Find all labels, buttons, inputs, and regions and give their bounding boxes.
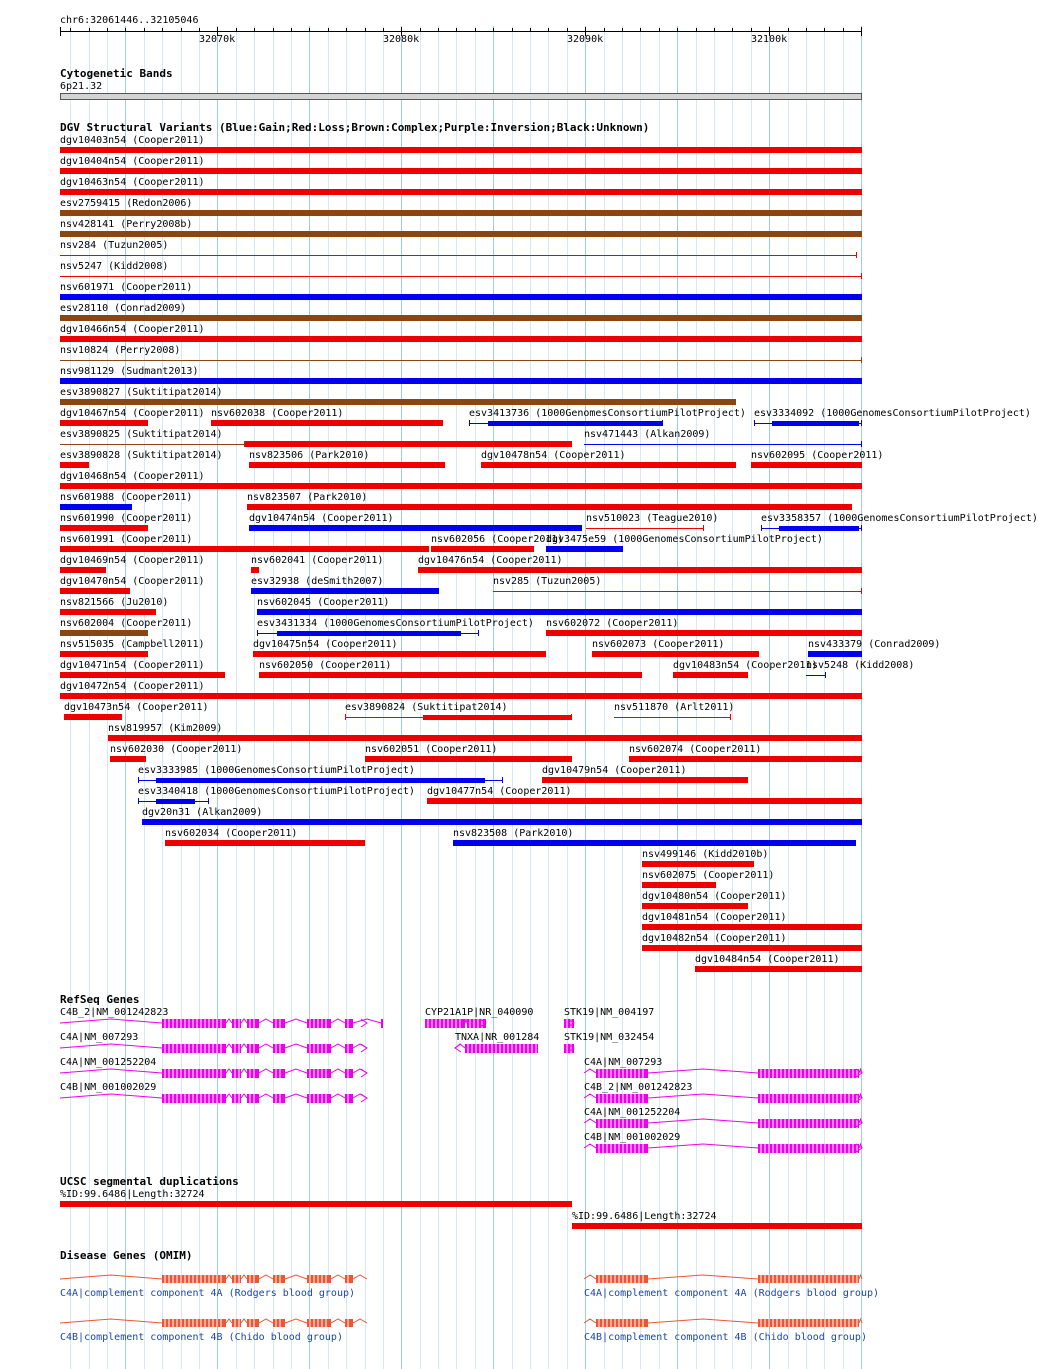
refseq-gene-strand-arrow — [361, 1019, 367, 1027]
sv-bar[interactable] — [673, 672, 748, 678]
sv-label: nsv601988 (Cooper2011) — [60, 492, 193, 503]
omim-gene-label[interactable]: C4A|complement component 4A (Rodgers blood group) — [584, 1288, 880, 1299]
sv-line[interactable] — [60, 360, 862, 361]
sv-bar[interactable] — [60, 588, 130, 594]
sv-bar[interactable] — [60, 504, 132, 510]
sv-bar[interactable] — [808, 651, 862, 657]
refseq-gene-label: C4B|NM_001002029 — [60, 1082, 157, 1093]
sv-label: dgv10482n54 (Cooper2011) — [642, 933, 787, 944]
sv-label: nsv10824 (Perry2008) — [60, 345, 181, 356]
ruler-minor-tick — [732, 28, 733, 32]
sv-label: esv32938 (deSmith2007) — [251, 576, 384, 587]
refseq-gene-label: TNXA|NR_001284 — [455, 1032, 540, 1043]
sv-label: nsv602056 (Cooper2011) — [431, 534, 564, 545]
segdup-bar[interactable] — [60, 1201, 572, 1207]
ruler-minor-tick — [162, 28, 163, 32]
omim-gene-exon — [247, 1319, 259, 1327]
sv-bar[interactable] — [60, 546, 429, 552]
ruler-minor-tick — [622, 28, 623, 32]
sv-cap — [754, 420, 755, 426]
sv-label: esv3890827 (Suktitipat2014) — [60, 387, 223, 398]
ruler-minor-tick — [291, 28, 292, 32]
ruler-minor-tick — [843, 28, 844, 32]
sv-label: nsv601990 (Cooper2011) — [60, 513, 193, 524]
sv-cap — [730, 714, 731, 720]
sv-bar[interactable] — [695, 966, 862, 972]
refseq-gene-label: C4A|NM_007293 — [584, 1057, 663, 1068]
sv-label: nsv602004 (Cooper2011) — [60, 618, 193, 629]
ruler-label: chr6:32061446..32105046 — [60, 15, 199, 26]
ruler-tick-label: 32090k — [567, 34, 604, 45]
sv-bar[interactable] — [211, 420, 443, 426]
sv-bar[interactable] — [60, 336, 862, 342]
sv-bar[interactable] — [427, 798, 862, 804]
ruler-minor-tick — [199, 28, 200, 32]
sv-sub-bar[interactable] — [423, 715, 572, 720]
refseq-gene-label: STK19|NM_032454 — [564, 1032, 655, 1043]
sv-label: dgv10467n54 (Cooper2011) — [60, 408, 205, 419]
sv-label: nsv510023 (Teague2010) — [586, 513, 719, 524]
sv-label: nsv602072 (Cooper2011) — [546, 618, 679, 629]
sv-label: nsv428141 (Perry2008b) — [60, 219, 193, 230]
sv-label: nsv602095 (Cooper2011) — [751, 450, 884, 461]
ruler-minor-tick — [512, 28, 513, 32]
sv-cap — [861, 273, 862, 279]
sv-cap — [502, 777, 503, 783]
ruler-tick-label: 32080k — [383, 34, 420, 45]
omim-gene-exon — [273, 1275, 285, 1283]
sv-bar[interactable] — [251, 588, 439, 594]
sv-bar[interactable] — [542, 777, 748, 783]
refseq-gene-exon — [273, 1094, 285, 1103]
refseq-gene-exon — [467, 1019, 486, 1028]
ruler-minor-tick — [273, 28, 274, 32]
ruler-minor-tick — [751, 28, 752, 32]
sv-line[interactable] — [60, 444, 245, 445]
refseq-gene-exon — [564, 1044, 574, 1053]
sv-label: dgv10463n54 (Cooper2011) — [60, 177, 205, 188]
ruler-minor-tick — [493, 28, 494, 32]
sv-bar[interactable] — [60, 294, 862, 300]
track-title-dgv[interactable]: DGV Structural Variants (Blue:Gain;Red:Loss;Brown:Complex;Purple:Inversion;Black:Unknown) — [60, 121, 650, 134]
sv-sub-bar[interactable] — [772, 421, 859, 426]
sv-label: nsv981129 (Sudmant2013) — [60, 366, 199, 377]
sv-cap — [345, 714, 346, 720]
refseq-gene-intron — [60, 1019, 381, 1023]
refseq-gene-exon — [425, 1019, 465, 1028]
sv-bar[interactable] — [247, 504, 852, 510]
sv-bar[interactable] — [481, 462, 736, 468]
cytoband-bar[interactable] — [60, 93, 862, 100]
sv-label: dgv10477n54 (Cooper2011) — [427, 786, 572, 797]
sv-bar[interactable] — [142, 819, 862, 825]
sv-cap — [825, 672, 826, 678]
sv-cap — [703, 525, 704, 531]
refseq-gene-strand-arrow — [568, 1044, 574, 1052]
refseq-gene-intron — [584, 1144, 862, 1148]
sv-bar[interactable] — [546, 546, 623, 552]
sv-label: dgv3475e59 (1000GenomesConsortiumPilotProject) — [546, 534, 823, 545]
sv-bar[interactable] — [60, 567, 106, 573]
ruler-minor-tick — [254, 28, 255, 32]
sv-bar[interactable] — [249, 462, 445, 468]
sv-bar[interactable] — [245, 441, 572, 447]
sv-label: nsv515035 (Campbell2011) — [60, 639, 205, 650]
omim-gene-label[interactable]: C4B|complement component 4B (Chido blood group) — [60, 1332, 343, 1343]
sv-label: esv3334092 (1000GenomesConsortiumPilotProject) — [754, 408, 1031, 419]
sv-label: dgv10475n54 (Cooper2011) — [253, 639, 398, 650]
sv-bar[interactable] — [60, 210, 862, 216]
ruler-minor-tick — [824, 28, 825, 32]
sv-label: nsv823506 (Park2010) — [249, 450, 370, 461]
refseq-gene-strand-arrow — [480, 1019, 486, 1027]
ruler-minor-tick — [420, 28, 421, 32]
sv-cap — [761, 525, 762, 531]
sv-label: dgv10468n54 (Cooper2011) — [60, 471, 205, 482]
ruler-minor-tick — [144, 28, 145, 32]
refseq-gene-strand-arrow — [361, 1069, 367, 1077]
sv-label: nsv823507 (Park2010) — [247, 492, 368, 503]
omim-gene-intron — [584, 1275, 862, 1279]
refseq-gene-exon — [273, 1019, 285, 1028]
ruler-minor-tick — [438, 28, 439, 32]
refseq-gene-exon — [564, 1019, 574, 1028]
sv-label: dgv10478n54 (Cooper2011) — [481, 450, 626, 461]
sv-cap — [257, 630, 258, 636]
refseq-gene-intron — [584, 1094, 862, 1098]
sv-label: dgv10466n54 (Cooper2011) — [60, 324, 205, 335]
sv-bar[interactable] — [108, 735, 862, 741]
sv-bar[interactable] — [629, 756, 862, 762]
sv-label: nsv602075 (Cooper2011) — [642, 870, 775, 881]
sv-line[interactable] — [586, 528, 704, 529]
sv-line[interactable] — [806, 675, 826, 676]
sv-line[interactable] — [614, 717, 731, 718]
sv-bar[interactable] — [60, 609, 156, 615]
refseq-gene-label: CYP21A1P|NR_040090 — [425, 1007, 534, 1018]
sv-label: dgv20n31 (Alkan2009) — [142, 807, 263, 818]
sv-bar[interactable] — [60, 525, 148, 531]
sv-label: nsv602034 (Cooper2011) — [165, 828, 298, 839]
ruler-minor-tick — [181, 28, 182, 32]
sv-bar[interactable] — [259, 672, 642, 678]
sv-label: nsv284 (Tuzun2005) — [60, 240, 169, 251]
ruler-minor-tick — [107, 28, 108, 32]
ruler-end-tick — [861, 27, 862, 36]
refseq-gene-exon — [273, 1044, 285, 1053]
sv-cap — [861, 420, 862, 426]
track-title-omim[interactable]: Disease Genes (OMIM) — [60, 1249, 193, 1262]
sv-bar[interactable] — [751, 462, 862, 468]
ruler-minor-tick — [328, 28, 329, 32]
sv-label: dgv10471n54 (Cooper2011) — [60, 660, 205, 671]
sv-label: esv3340418 (1000GenomesConsortiumPilotProject) — [138, 786, 415, 797]
sv-bar[interactable] — [642, 945, 862, 951]
sv-bar[interactable] — [60, 378, 862, 384]
sv-label: dgv10484n54 (Cooper2011) — [695, 954, 840, 965]
sv-label: nsv602074 (Cooper2011) — [629, 744, 762, 755]
refseq-gene-strand-arrow — [361, 1094, 367, 1102]
sv-label: dgv10474n54 (Cooper2011) — [249, 513, 394, 524]
sv-bar[interactable] — [642, 882, 716, 888]
omim-gene-label[interactable]: C4B|complement component 4B (Chido blood group) — [584, 1332, 867, 1343]
sv-label: nsv5248 (Kidd2008) — [806, 660, 915, 671]
refseq-gene-label: C4B_2|NM_001242823 — [60, 1007, 169, 1018]
sv-bar[interactable] — [60, 693, 862, 699]
sv-bar[interactable] — [453, 840, 856, 846]
refseq-gene-label: C4A|NM_007293 — [60, 1032, 139, 1043]
ruler-minor-tick — [125, 28, 126, 32]
segdup-label: %ID:99.6486|Length:32724 — [60, 1189, 205, 1200]
refseq-gene-label: C4A|NM_001252204 — [60, 1057, 157, 1068]
sv-bar[interactable] — [642, 861, 754, 867]
ruler-minor-tick — [365, 28, 366, 32]
sv-sub-bar[interactable] — [488, 421, 663, 426]
track-title-segdups[interactable]: UCSC segmental duplications — [60, 1175, 239, 1188]
sv-bar[interactable] — [257, 609, 862, 615]
sv-label: dgv10481n54 (Cooper2011) — [642, 912, 787, 923]
sv-bar[interactable] — [60, 231, 862, 237]
sv-label: dgv10473n54 (Cooper2011) — [64, 702, 209, 713]
sv-label: dgv10469n54 (Cooper2011) — [60, 555, 205, 566]
sv-bar[interactable] — [60, 672, 225, 678]
sv-bar[interactable] — [165, 840, 365, 846]
sv-bar[interactable] — [60, 147, 862, 153]
segdup-label: %ID:99.6486|Length:32724 — [572, 1211, 717, 1222]
sv-label: nsv602041 (Cooper2011) — [251, 555, 384, 566]
sv-sub-bar[interactable] — [779, 526, 859, 531]
sv-bar[interactable] — [60, 168, 862, 174]
omim-gene-exon — [247, 1275, 259, 1283]
sv-label: dgv10476n54 (Cooper2011) — [418, 555, 563, 566]
ruler-minor-tick — [640, 28, 641, 32]
sv-label: nsv602050 (Cooper2011) — [259, 660, 392, 671]
refseq-gene-label: STK19|NM_004197 — [564, 1007, 655, 1018]
refseq-gene-intron — [584, 1069, 862, 1073]
sv-bar[interactable] — [642, 924, 862, 930]
sv-line[interactable] — [584, 444, 862, 445]
sv-bar[interactable] — [110, 756, 146, 762]
ruler-minor-tick — [788, 28, 789, 32]
ruler-minor-tick — [677, 28, 678, 32]
omim-gene-intron — [584, 1319, 862, 1323]
refseq-gene-intron — [465, 1019, 467, 1023]
sv-cap — [138, 798, 139, 804]
refseq-gene-label: C4B_2|NM_001242823 — [584, 1082, 693, 1093]
sv-cap — [861, 357, 862, 363]
refseq-gene-label: C4B|NM_001002029 — [584, 1132, 681, 1143]
ruler-minor-tick — [567, 28, 568, 32]
refseq-gene-label: C4A|NM_001252204 — [584, 1107, 681, 1118]
ruler-minor-tick — [696, 28, 697, 32]
sv-sub-bar[interactable] — [156, 778, 485, 783]
sv-bar[interactable] — [251, 567, 259, 573]
sv-label: nsv601991 (Cooper2011) — [60, 534, 193, 545]
sv-cap — [856, 252, 857, 258]
sv-label: esv3333985 (1000GenomesConsortiumPilotProject) — [138, 765, 415, 776]
sv-label: nsv602073 (Cooper2011) — [592, 639, 725, 650]
refseq-gene-strand-arrow — [568, 1019, 574, 1027]
sv-label: dgv10479n54 (Cooper2011) — [542, 765, 687, 776]
sv-bar[interactable] — [60, 420, 148, 426]
sv-bar[interactable] — [249, 525, 582, 531]
sv-sub-bar[interactable] — [156, 799, 195, 804]
sv-label: esv3890825 (Suktitipat2014) — [60, 429, 223, 440]
ruler-minor-tick — [806, 28, 807, 32]
track-title-cytoband[interactable]: Cytogenetic Bands — [60, 67, 173, 80]
sv-line[interactable] — [493, 591, 862, 592]
sv-bar[interactable] — [60, 651, 148, 657]
ruler-minor-tick — [89, 28, 90, 32]
ruler-minor-tick — [548, 28, 549, 32]
sv-cap — [861, 525, 862, 531]
sv-label: nsv821566 (Ju2010) — [60, 597, 169, 608]
sv-label: nsv499146 (Kidd2010b) — [642, 849, 769, 860]
omim-gene-exon — [273, 1319, 285, 1327]
sv-bar[interactable] — [642, 903, 748, 909]
sv-cap — [861, 441, 862, 447]
sv-cap — [208, 798, 209, 804]
ruler-minor-tick — [604, 28, 605, 32]
ruler-minor-tick — [236, 28, 237, 32]
sv-label: dgv10480n54 (Cooper2011) — [642, 891, 787, 902]
sv-label: esv3890828 (Suktitipat2014) — [60, 450, 223, 461]
sv-bar[interactable] — [253, 651, 546, 657]
sv-label: esv28110 (Conrad2009) — [60, 303, 187, 314]
sv-bar[interactable] — [60, 315, 862, 321]
refseq-gene-strand-arrow — [361, 1044, 367, 1052]
sv-label: nsv433379 (Conrad2009) — [808, 639, 941, 650]
sv-label: esv3431334 (1000GenomesConsortiumPilotProject) — [257, 618, 534, 629]
sv-bar[interactable] — [60, 399, 736, 405]
ruler-minor-tick — [70, 28, 71, 32]
sv-bar[interactable] — [365, 756, 572, 762]
refseq-gene-exon — [247, 1019, 259, 1028]
sv-cap — [861, 588, 862, 594]
sv-label: nsv819957 (Kim2009) — [108, 723, 223, 734]
ruler-minor-tick — [346, 28, 347, 32]
sv-label: nsv511870 (Arlt2011) — [614, 702, 735, 713]
refseq-gene-intron — [584, 1119, 862, 1123]
omim-gene-label[interactable]: C4A|complement component 4A (Rodgers blood group) — [60, 1288, 356, 1299]
sv-line[interactable] — [60, 276, 862, 277]
ruler-minor-tick — [309, 28, 310, 32]
sv-bar[interactable] — [60, 630, 148, 636]
sv-bar[interactable] — [60, 189, 862, 195]
sv-label: nsv5247 (Kidd2008) — [60, 261, 169, 272]
sv-line[interactable] — [60, 255, 857, 256]
sv-bar[interactable] — [64, 714, 122, 720]
ruler-minor-tick — [659, 28, 660, 32]
ruler-minor-tick — [714, 28, 715, 32]
sv-cap — [469, 420, 470, 426]
segdup-bar[interactable] — [572, 1223, 862, 1229]
ruler-minor-tick — [530, 28, 531, 32]
refseq-gene-exon — [247, 1094, 259, 1103]
sv-label: dgv10404n54 (Cooper2011) — [60, 156, 205, 167]
sv-label: nsv602030 (Cooper2011) — [110, 744, 243, 755]
sv-bar[interactable] — [546, 630, 862, 636]
ruler-minor-tick — [475, 28, 476, 32]
sv-bar[interactable] — [592, 651, 759, 657]
sv-label: nsv823508 (Park2010) — [453, 828, 574, 839]
refseq-gene-exon — [247, 1069, 259, 1078]
sv-bar[interactable] — [60, 462, 89, 468]
track-title-refseq[interactable]: RefSeq Genes — [60, 993, 140, 1006]
sv-label: esv3358357 (1000GenomesConsortiumPilotProject) — [761, 513, 1038, 524]
cytoband-label: 6p21.32 — [60, 81, 103, 92]
sv-label: dgv10483n54 (Cooper2011) — [673, 660, 818, 671]
sv-label: nsv602038 (Cooper2011) — [211, 408, 344, 419]
sv-cap — [138, 777, 139, 783]
sv-bar[interactable] — [60, 483, 862, 489]
refseq-gene-exon — [273, 1069, 285, 1078]
sv-cap — [478, 630, 479, 636]
ruler-end-tick — [60, 27, 61, 36]
sv-bar[interactable] — [431, 546, 534, 552]
sv-bar[interactable] — [418, 567, 862, 573]
sv-label: nsv602051 (Cooper2011) — [365, 744, 498, 755]
sv-label: dgv10470n54 (Cooper2011) — [60, 576, 205, 587]
ruler-tick-label: 32100k — [751, 34, 788, 45]
sv-label: esv3890824 (Suktitipat2014) — [345, 702, 508, 713]
refseq-gene-exon — [247, 1044, 259, 1053]
sv-label: nsv285 (Tuzun2005) — [493, 576, 602, 587]
sv-sub-bar[interactable] — [277, 631, 461, 636]
sv-label: esv2759415 (Redon2006) — [60, 198, 193, 209]
sv-label: nsv601971 (Cooper2011) — [60, 282, 193, 293]
ruler-minor-tick — [456, 28, 457, 32]
ruler-tick-label: 32070k — [199, 34, 236, 45]
ruler-minor-tick — [383, 28, 384, 32]
sv-label: dgv10472n54 (Cooper2011) — [60, 681, 205, 692]
sv-label: dgv10403n54 (Cooper2011) — [60, 135, 205, 146]
sv-label: nsv471443 (Alkan2009) — [584, 429, 711, 440]
sv-label: esv3413736 (1000GenomesConsortiumPilotProject) — [469, 408, 746, 419]
sv-label: nsv602045 (Cooper2011) — [257, 597, 390, 608]
